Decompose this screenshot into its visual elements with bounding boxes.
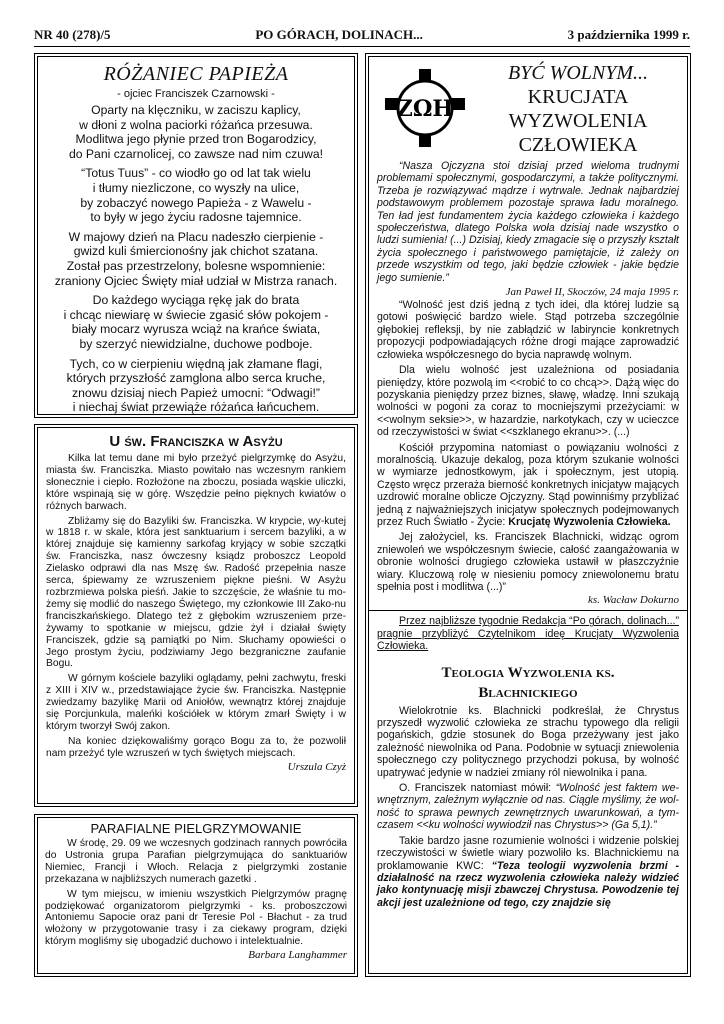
assisi-title: U św. Franciszka w Asyżu: [109, 433, 283, 450]
assisi-article-box: [34, 424, 358, 807]
stanza: [44, 230, 348, 288]
theology-title-line: Teologia Wyzwolenia ks.: [441, 664, 615, 681]
verse: Oparty na klęczniku, w zaciszu kaplicy,: [91, 103, 301, 117]
title-line: WYZWOLENIA: [508, 110, 648, 132]
verse: i tłumy niezliczone, co wyszły na ulice,: [92, 180, 300, 195]
verse: by szerzyć niewidzialne, duchowe podboje.: [79, 336, 313, 351]
paragraph: “Wolność jest dziś jedną z tych idei, dla której ludzie są gotowi poświęcić bardzo wiele. Stąd potrzeba szczególnie głębokiej refleksji, by nie zabłądzić w labiryncie konkretnych propozycji podpowiadających różne drogi mające zaprowadzić człowieka współczesnego do bycia naprawdę wolnym.: [377, 299, 679, 361]
verse: i niechaj świat przewiąże różańca łańcuchem.: [72, 400, 320, 415]
poem-box: [34, 53, 358, 418]
pilgrimage-article-box: [34, 814, 358, 977]
theology-title: [377, 663, 679, 703]
stanza: [44, 293, 348, 351]
paragraph-text: Takie bardzo jasne rozumienie wolności i widzenie polskiej rzeczywistości w świetle wiary pozwoliło ks. Blachnickiemu na proklamowanie KWC:: [377, 834, 679, 872]
verse: to były w jego życiu radosne tajemnice.: [90, 210, 302, 225]
verse: Do każdego wyciąga rękę jak do brata: [92, 293, 300, 308]
paragraph: W środę, 29. 09 we wczesnych godzinach rannych powróciła do Ustronia grupa Parafian pielgrzymująca do sanktuariów Niemiec, Francji i Włoch. Relacja z pielgrzymki zostanie przekazana w najbliższych numerach gazetki .: [45, 838, 347, 885]
title-line: BYĆ WOLNYM...: [507, 62, 649, 84]
verse: których przyszłość zamglona albo serca kruche,: [66, 371, 326, 386]
issue-number: NR 40 (278)/5: [34, 27, 111, 42]
verse: do Pani czarnolicej, co zawsze nad nim czuwa!: [68, 146, 324, 161]
verse: Modlitwa jego płynie przed tron Bogarodzicy,: [75, 132, 317, 147]
paragraph: W tym miejscu, w imieniu wszystkich Pielgrzymów pragnę podziękować organizatorom pielgrzymki - ks. proboszczowi Antoniemu Sapocie oraz pani dr Teresie Pol - Błachut - za trud włożony w przygotowanie trasy i za ciekawy program, dzięki którym mogliśmy się ubogadzić duchowo i intelektualnie.: [45, 888, 347, 948]
paragraph: Na koniec dziękowaliśmy gorąco Bogu za to, że pozwolił nam przeżyć tyle wzruszeń w tych świętych miejscach.: [46, 735, 346, 759]
pilgrimage-title: PARAFIALNE PIELGRZYMOWANIE: [90, 821, 302, 836]
verse: biały mocarz wyrusza wciąż na krańce świata,: [71, 322, 321, 337]
paragraph: [377, 782, 679, 832]
paragraph: [377, 442, 679, 529]
verse: W majowy dzień na Placu nadeszło cierpienie -: [68, 229, 324, 244]
paragraph-text: Kościół przypomina natomiast o powiązaniu wolności z moralnością. Ukazuje dekalog, poza którym szukanie wolności w wymiarze jednostkowym, jak i społecznym, jest utopią. Często wręcz przeraża bierność konkretnych inicjatyw mających uzdrowić moralne oblicze Ojczyzny. Stąd powinniśmy przybliżać jedną z najważniejszych inicjatyw społecznych podejmowanych przez Ruch Światło - Życie:: [377, 441, 679, 528]
freedom-box: [365, 53, 691, 977]
logo-letters: ΖΩΗ: [396, 96, 454, 122]
paragraph: [377, 835, 679, 909]
title-line: CZŁOWIEKA: [518, 134, 638, 156]
kwc-thesis: “Teza teologii wyzwolenia brzmi - działalność na rzecz wyzwolenia człowieka należy widzieć jako kontynuację misji zbawczej Chrystusa. Powodzenie tej akcji jest uzależnione od tego, czy znajdzie się: [377, 859, 680, 909]
blachnicki-quote: “Wolność jest faktem we-wnętrznym, zależnym wyłącznie od nas. Ciągle myślimy, że wol-ność to sprawa pewnych zewnętrznych uwarunkowań, a tym-czasem <<ku wolności wywiodził nas Chrystus>> (Ga 5,1).”: [377, 782, 679, 832]
assisi-body: [46, 453, 346, 760]
verse: znowu dzisiaj niech Papież umocni: “Odwagi!”: [72, 385, 320, 400]
divider: [369, 610, 687, 611]
stanza: [44, 166, 348, 224]
verse: i chcąc niewiarę w świecie zgasić słów pokojem -: [63, 307, 329, 322]
pilgrimage-article-inner: [37, 817, 355, 974]
paragraph: Kilka lat temu dane mi było przeżyć pielgrzymkę do Asyżu, miasta św. Franciszka. Miasto powitało nas wczesnym rankiem słonecznie i ciepło. Rozłożone na zboczu, posiada wąskie uliczki, które wspinają się w górę. Wszędzie pełno pięknych kwiatów o różnych barwach.: [46, 453, 346, 512]
pilgrimage-signature: Barbara Langhammer: [248, 949, 347, 962]
title-line: KRUCJATA: [527, 86, 629, 108]
verse: Został pas przestrzelony, bolesne wspomnienie:: [66, 258, 326, 273]
assisi-signature: Urszula Czyż: [287, 760, 346, 773]
poem-box-inner: [37, 56, 355, 415]
editorial-note: [377, 615, 679, 652]
paragraph: W górnym kościele bazyliki oglądamy, pełni zachwytu, freski z XIII i XIV w., przedstawiające życie św. Franciszka. Następnie zwiedzamy bazylikę Marii od Aniołów, wewnątrz której znajduje się Porcjunkula, maleńki kościółek w którym zmarł Święty i w którym tworzył Swój zakon.: [46, 673, 346, 732]
page-header: [34, 27, 690, 45]
header-rule: [34, 46, 690, 47]
freedom-body: [377, 299, 679, 593]
assisi-article-inner: [37, 427, 355, 804]
dokurno-signature: ks. Wacław Dokurno: [588, 594, 679, 607]
kwc-name: Krucjatę Wyzwolenia Człowieka.: [508, 515, 671, 528]
poem-title: RÓŻANIEC PAPIEŻA: [103, 63, 289, 85]
paragraph-text: O. Franciszek natomiast mówił:: [399, 782, 552, 795]
theology-title-line: Blachnickiego: [478, 684, 578, 701]
theology-body: [377, 705, 679, 910]
freedom-title: [477, 61, 679, 157]
promo-text: Przez najbliższe tygodnie Redakcja “Po górach, dolinach...” pragnie przybliżyć Czytelnikom ideę Krucjaty Wyzwolenia Człowieka.: [377, 615, 679, 653]
pope-quote-source: Jan Paweł II, Skoczów, 24 maja 1995 r.: [505, 286, 679, 299]
verse: “Totus Tuus” - co wiodło go od lat tak wielu: [81, 166, 311, 181]
paragraph: Zbliżamy się do Bazyliki św. Franciszka. W krypcie, wy-kutej w 1818 r. w skale, która jest sanktuarium i sercem bazyliki, a w której znajduje się kamienny sarkofag kryjący w sobie szczątki św. Franciszka, nasz ówczesny ksiądz proboszcz Leopold Zielasko odprawi dla nas Mszę św. Radość przepełnia nasze serca, śpiewamy ze wzruszeniem piękne pieśni. W Asyżu rozbrzmiewa polska pieśń. Jakie to szczęście, że właśnie tu mo-żemy się modlić do naszego Świętego, my członkowie III Zako-nu franciszkańskiego. Dlatego też z głębokim wzruszeniem prze-żywamy to spotkanie w miejscu, gdzie żył i działał święty Franciszek, gdzie są pamiątki po Nim. Słuchamy opowieści o Jego prostym życiu, podziwiamy Jego bezgraniczne zaufanie Bogu.: [46, 515, 346, 670]
pilgrimage-body: [45, 838, 347, 948]
verse: by zobaczyć nowego Papieża - z Wawelu -: [80, 195, 312, 210]
paragraph: Wielokrotnie ks. Blachnicki podkreślał, że Chrystus przyszedł wyzwolić człowieka ze strachu typowego dla religii pogańskich, gdzie stosunek do Boga przeżywany jest jako zależność niewolnika od Pana. Podobnie w sytuacji zniewolenia społecznego czy politycznego przychodzi pokusa, by wolność upatrywać jedynie w nadziei zmiany ról niewolnika i pana.: [377, 704, 679, 779]
freedom-box-inner: [368, 56, 688, 974]
zoe-cross-icon: [381, 67, 469, 149]
zoe-cross-logo: [381, 67, 469, 149]
pope-quote: “Nasza Ojczyzna stoi dzisiaj przed wieloma trudnymi problemami społecznymi, gospodarczymi, a także politycznymi. Trzeba je rozwiązywać mądrze i wytrwale. Jednak najbardziej podstawowym problemem pozostaje sprawa ładu moralnego. Ten ład jest fundamentem życia każdego człowieka i każdego społeczeństwa, dlatego Polska woła dzisiaj nade wszystko o ludzi sumienia! (...) Dzisiaj, kiedy zmagacie się o przyszły kształt życia społecznego i państwowego pamiętajcie, iż zależy on przede wszystkim od tego, jaki będzie człowiek - jakie będzie jego sumienie.”: [377, 160, 679, 284]
verse: zraniony Ojciec Święty miał udział w Mistrza ranach.: [54, 273, 338, 288]
newspaper-title: PO GÓRACH, DOLINACH...: [255, 27, 423, 42]
paragraph: Jej założyciel, ks. Franciszek Blachnicki, widząc ogrom zniewoleń we współczesnym świecie, całość zaangażowania w obronie wolności drugiego człowieka ustawił w płaszczyźnie wiary. Kluczową rolę w niesieniu pomocy zniewolonemu bratu spełnia post i modlitwa (...)”: [377, 531, 679, 593]
stanza: [44, 103, 348, 161]
verse: Tych, co w cierpieniu więdną jak złamane flagi,: [69, 356, 323, 371]
poem-body: [44, 103, 348, 415]
stanza: [44, 357, 348, 415]
issue-date: 3 października 1999 r.: [567, 27, 690, 42]
poem-author: - ojciec Franciszek Czarnowski -: [117, 88, 275, 100]
verse: gwizd kuli śmiercionośny jak chichot szatana.: [73, 244, 319, 259]
verse: w dłoni z wolna paciorki różańca przesuwa.: [79, 117, 313, 132]
paragraph: Dla wielu wolność jest uzależniona od posiadania pieniędzy, które pozwolą im <<robić to co chcą>>. Dążą więc do pozyskania pieniędzy przez biznes, sławę, władzę. Inni szukają wolności w pogoni za coraz to mocniejszymi przeżyciami: w <<wolnym seksie>>, w hazardzie, narkotykach, czy w ucieczce od rzeczywistości w świat <<szklanego ekranu>>. (...): [377, 364, 679, 439]
